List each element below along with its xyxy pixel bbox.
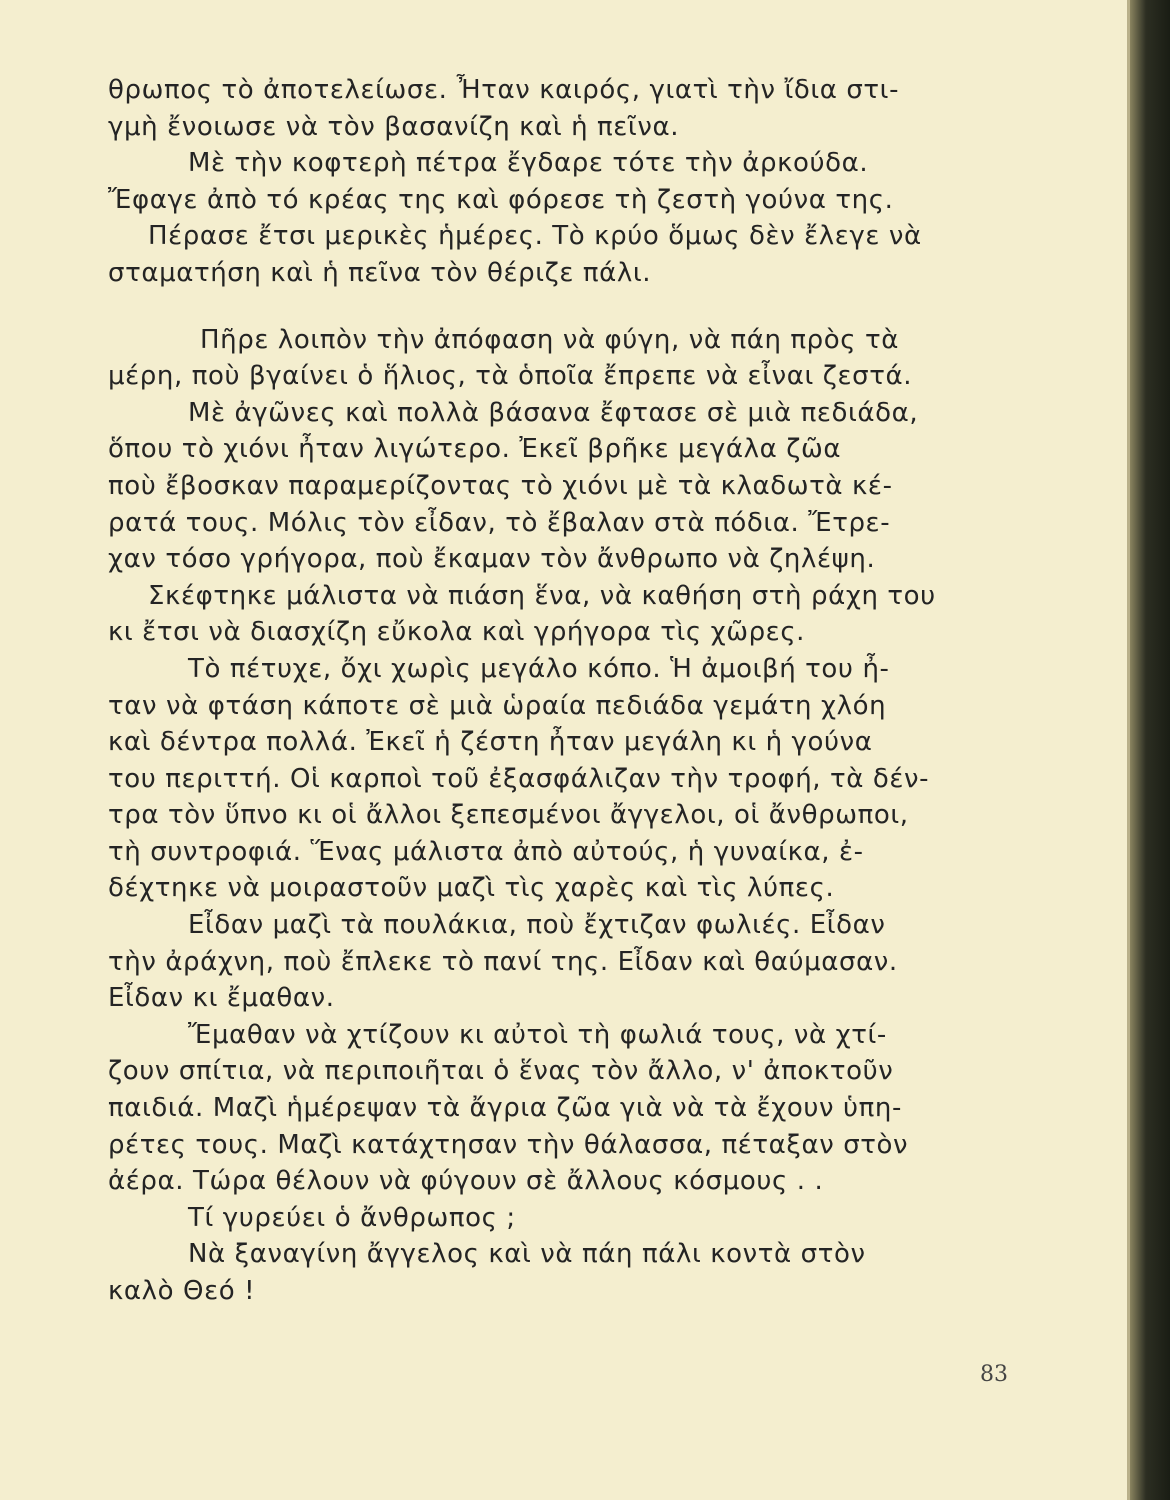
text-line: ποὺ ἔβοσκαν παραμερίζοντας τὸ χιόνι μὲ τὰ κλαδωτὰ κέ-	[108, 470, 893, 501]
paragraph	[108, 1017, 1008, 1200]
text-line: χαν τόσο γρήγορα, ποὺ ἔκαμαν τὸν ἄνθρωπο νὰ ζηλέψη.	[108, 544, 876, 575]
paragraph	[108, 322, 1008, 395]
text-line: Νὰ ξαναγίνη ἄγγελος καὶ νὰ πάη πάλι κοντὰ στὸν	[188, 1239, 866, 1270]
text-line: καὶ δέντρα πολλά. Ἐκεῖ ἡ ζέστη ἦταν μεγάλη κι ἡ γούνα	[108, 727, 873, 758]
text-line: κι ἔτσι νὰ διασχίζη εὔκολα καὶ γρήγορα τὶς χῶρες.	[108, 617, 806, 648]
paragraph	[108, 72, 1008, 145]
text-line: τὴν ἀράχνη, ποὺ ἔπλεκε τὸ πανί της. Εἶδαν καὶ θαύμασαν.	[108, 946, 898, 977]
text-line: ὅπου τὸ χιόνι ἦταν λιγώτερο. Ἐκεῖ βρῆκε μεγάλα ζῶα	[108, 434, 842, 465]
text-line: Τὸ πέτυχε, ὄχι χωρὶς μεγάλο κόπο. Ἡ ἀμοιβή του ἦ-	[188, 653, 890, 684]
text-line: μέρη, ποὺ βγαίνει ὁ ἥλιος, τὰ ὁποῖα ἔπρεπε νὰ εἶναι ζεστά.	[108, 361, 913, 392]
paragraph	[108, 578, 1008, 651]
text-line: δέχτηκε νὰ μοιραστοῦν μαζὶ τὶς χαρὲς καὶ τὶς λύπες.	[108, 873, 835, 904]
text-line: τὴ συντροφιά. Ἕνας μάλιστα ἀπὸ αὐτούς, ἡ γυναίκα, ἐ-	[108, 836, 864, 867]
text-line: Πέρασε ἔτσι μερικὲς ἡμέρες. Τὸ κρύο ὅμως δὲν ἔλεγε νὰ	[148, 221, 922, 252]
text-line: Σκέφτηκε μάλιστα νὰ πιάση ἕνα, νὰ καθήση στὴ ράχη του	[148, 580, 936, 611]
text-line: Τί γυρεύει ὁ ἄνθρωπος ;	[188, 1202, 516, 1233]
paragraph	[108, 1236, 1008, 1309]
text-line: Ἔμαθαν νὰ χτίζουν κι αὐτοὶ τὴ φωλιά τους, νὰ χτί-	[188, 1019, 887, 1050]
text-line: Εἶδαν κι ἔμαθαν.	[108, 983, 335, 1014]
text-line: Ἔφαγε ἀπὸ τό κρέας της καὶ φόρεσε τὴ ζεστὴ γούνα της.	[108, 184, 894, 215]
paragraph	[108, 907, 1008, 1017]
text-line: ρατά τους. Μόλις τὸν εἶδαν, τὸ ἔβαλαν στὰ πόδια. Ἔτρε-	[108, 507, 891, 538]
text-line: ρέτες τους. Μαζὶ κατάχτησαν τὴν θάλασσα, πέταξαν στὸν	[108, 1129, 909, 1160]
text-line: τρα τὸν ὕπνο κι οἱ ἄλλοι ξεπεσμένοι ἄγγελοι, οἱ ἄνθρωποι,	[108, 800, 909, 831]
text-line: Μὲ ἀγῶνες καὶ πολλὰ βάσανα ἔφτασε σὲ μιὰ πεδιάδα,	[188, 397, 919, 428]
text-line: ταν νὰ φτάση κάποτε σὲ μιὰ ὡραία πεδιάδα γεμάτη χλόη	[108, 690, 887, 721]
text-line: Μὲ τὴν κοφτερὴ πέτρα ἔγδαρε τότε τὴν ἀρκούδα.	[188, 148, 869, 179]
text-line: ἀέρα. Τώρα θέλουν νὰ φύγουν σὲ ἄλλους κόσμους . .	[108, 1166, 824, 1197]
text-line: σταματήση καὶ ἡ πεῖνα τὸν θέριζε πάλι.	[108, 257, 652, 288]
text-line: Πῆρε λοιπὸν τὴν ἀπόφαση νὰ φύγη, νὰ πάη πρὸς τὰ	[200, 324, 899, 355]
text-line: γμὴ ἔνοιωσε νὰ τὸν βασανίζη καὶ ἡ πεῖνα.	[108, 111, 680, 142]
paragraph	[108, 651, 1008, 907]
text-line: Εἶδαν μαζὶ τὰ πουλάκια, ποὺ ἔχτιζαν φωλιές. Εἶδαν	[188, 910, 886, 941]
paragraph	[108, 1200, 1008, 1237]
page-text	[108, 72, 1008, 1310]
book-spine	[1130, 0, 1170, 1500]
text-line: παιδιά. Μαζὶ ἡμέρεψαν τὰ ἄγρια ζῶα γιὰ νὰ τὰ ἔχουν ὑπη-	[108, 1093, 902, 1124]
text-line: καλὸ Θεό !	[108, 1276, 256, 1306]
text-line: θρωπος τὸ ἀποτελείωσε. Ἦταν καιρός, γιατὶ τὴν ἴδια στι-	[108, 75, 900, 105]
paragraph	[108, 395, 1008, 578]
page-number: 83	[980, 1362, 1008, 1387]
paragraph	[108, 218, 1008, 291]
text-line: ζουν σπίτια, νὰ περιποιῆται ὁ ἕνας τὸν ἄλλο, ν' ἀποκτοῦν	[108, 1056, 894, 1087]
text-line: του περιττή. Οἱ καρποὶ τοῦ ἐξασφάλιζαν τὴν τροφή, τὰ δέν-	[108, 763, 930, 794]
paragraph	[108, 145, 1008, 218]
